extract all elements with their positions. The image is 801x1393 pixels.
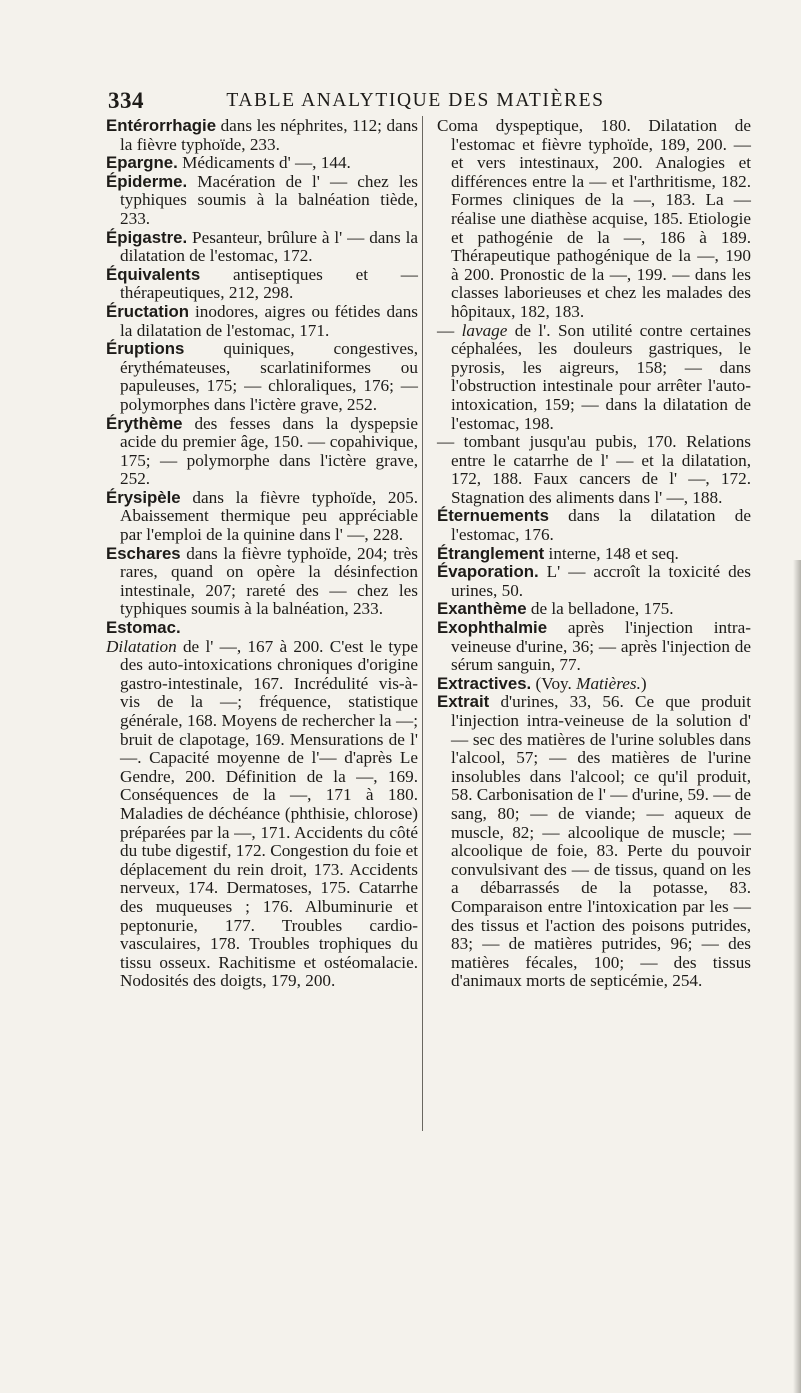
- entry-headword: Éructation: [106, 301, 189, 321]
- entry-text: Macération de l' — chez les typhiques soumis à la balnéation tiède, 233.: [120, 171, 418, 228]
- index-entry: [437, 507, 751, 544]
- index-entry: [106, 154, 418, 173]
- entry-subheading: Matières.: [576, 673, 641, 693]
- entry-headword: Érysipèle: [106, 487, 181, 507]
- index-entry: [106, 638, 418, 991]
- index-entry: [106, 117, 418, 154]
- entry-text: —: [437, 320, 462, 340]
- entry-text: quiniques, congestives, érythémateuses, scarlatiniformes ou papuleuses, 175; — chloraliques, 176; — polymorphes dans l'ictère grave, 252.: [120, 339, 418, 414]
- entry-text: de la belladone, 175.: [526, 599, 674, 619]
- entry-text: L' — accroît la toxicité des urines, 50.: [451, 562, 751, 600]
- entry-headword: Estomac.: [106, 618, 181, 638]
- entry-text: (Voy.: [531, 673, 577, 693]
- index-entry: [437, 619, 751, 675]
- index-entry: [106, 545, 418, 619]
- index-entry: [106, 415, 418, 489]
- entry-text: de l' —, 167 à 200. C'est le type des auto-intoxications chroniques d'origine gastro-intestinale, 167. Incrédulité vis-à-vis de la —; fréquence, statistique générale, 168. Moyens de rechercher la —; bruit de clapotage, 169. Mensurations de l' —. Capacité moyenne de l'— d'après Le Gendre, 200. Définition de la —, 169. Conséquences de la —, 171 à 180. Maladies de déchéance (phthisie, chlorose) préparées par la —, 171. Accidents du côté du tube digestif, 172. Congestion du foie et déplacement du rein droit, 173. Accidents nerveux, 174. Dermatoses, 175. Catarrhe des muqueuses ; 176. Albuminurie et peptonurie, 177. Troubles cardio-vasculaires, 178. Troubles trophiques du tissu osseux. Rachitisme et ostéomalacie. Nodosités des doigts, 179, 200.: [120, 636, 418, 991]
- entry-text: Coma dyspeptique, 180. Dilatation de l'estomac et fièvre typhoïde, 189, 200. — et vers intestinaux, 200. Analogies et différences entre la — et l'arthritisme, 182. Formes cliniques de la —, 183. La — réalise une diathèse acquise, 185. Etiologie et pathogénie de la —, 186 à 189. Thérapeutique pathogénique de la —, 190 à 200. Pronostic de la —, 199. — dans les classes laborieuses et chez les malades des hôpitaux, 182, 183.: [437, 116, 751, 321]
- entry-headword: Éruptions: [106, 339, 185, 359]
- index-entry: [106, 619, 418, 638]
- entry-text: des fesses dans la dyspepsie acide du premier âge, 150. — copahivique, 175; — polymorphe dans l'ictère grave, 252.: [120, 413, 418, 489]
- entry-text: dans les néphrites, 112; dans la fièvre typhoïde, 233.: [120, 116, 418, 154]
- page-edge-shadow: [793, 560, 801, 1393]
- entry-headword: Extractives.: [437, 673, 532, 693]
- index-entry: [106, 173, 418, 229]
- entry-headword: Érythème: [106, 413, 183, 433]
- entry-headword: Évaporation.: [437, 562, 539, 582]
- index-entry: [106, 340, 418, 414]
- entry-headword: Eschares: [106, 543, 181, 563]
- entry-text: Pesanteur, brûlure à l' — dans la dilatation de l'estomac, 172.: [120, 227, 418, 266]
- index-entry: [437, 117, 751, 322]
- page-number: 334: [108, 88, 144, 113]
- entry-headword: Extrait: [437, 692, 490, 712]
- entry-text: dans la dilatation de l'estomac, 176.: [451, 506, 751, 545]
- entry-subheading: lavage: [461, 320, 508, 340]
- entry-text: de l'. Son utilité contre certaines céphalées, les douleurs gastriques, le pyrosis, les aigreurs, 158; — dans l'obstruction intestinale pour arrêter l'auto-intoxication, 159; — dans la dilatation de l'estomac, 198.: [451, 320, 751, 433]
- entry-headword: Éternuements: [437, 506, 549, 526]
- entry-headword: Exanthème: [437, 599, 527, 619]
- entry-text: dans la fièvre typhoïde, 205. Abaissement thermique peu appréciable par l'emploi de la quinine dans l' —, 228.: [120, 487, 418, 545]
- entry-subheading: Dilatation: [106, 636, 177, 656]
- entry-headword: Équivalents: [106, 264, 201, 284]
- entry-text: après l'injection intra-veineuse d'urine, 36; — après l'injection de sérum sanguin, 77.: [451, 618, 751, 675]
- entry-text: ): [640, 673, 647, 693]
- index-entry: [106, 303, 418, 340]
- entry-headword: Épigastre.: [106, 227, 188, 247]
- left-column: [106, 117, 418, 991]
- entry-text: Médicaments d' —, 144.: [177, 153, 351, 173]
- index-entry: [106, 266, 418, 303]
- index-entry: [437, 433, 751, 507]
- index-entry: [437, 563, 751, 600]
- index-entry: [437, 322, 751, 434]
- index-entry: [437, 675, 751, 694]
- running-title: TABLE ANALYTIQUE DES MATIÈRES: [226, 90, 605, 111]
- entry-headword: Entérorrhagie: [106, 116, 217, 135]
- index-entry: [437, 600, 751, 619]
- entry-text: d'urines, 33, 56. Ce que produit l'injection intra-veineuse de la solution d' — sec des matières de l'urine solubles dans l'alcool, 57; — des matières de l'urine insolubles dans l'alcool; ce qu'il produit, 58. Carbonisation de l' — d'urine, 59. — de sang, 80; — de viande; — aqueux de muscle, 82; — alcoolique de muscle; — alcoolique de foie, 83. Perte du pouvoir convulsivant des — de tissus, quand on les a débarrassés de la potasse, 83. Comparaison entre l'intoxication par les — des tissus et l'action des poisons putrides, 83; — de matières putrides, 96; — des matières fécales, 100; — des tissus d'animaux morts de septicémie, 254.: [451, 692, 751, 991]
- entry-headword: Exophthalmie: [437, 618, 548, 638]
- column-divider: [422, 116, 423, 1131]
- entry-text: inodores, aigres ou fétides dans la dilatation de l'estomac, 171.: [120, 301, 418, 340]
- entry-text: — tombant jusqu'au pubis, 170. Relations entre le catarrhe de l' — et la dilatation, 172, 188. Faux cancers de l' —, 172. Stagnation des aliments dans l' —, 188.: [437, 432, 751, 507]
- index-entry: [437, 545, 751, 564]
- entry-headword: Étranglement: [437, 543, 545, 563]
- index-entry: [437, 693, 751, 991]
- right-column: [437, 117, 751, 991]
- index-entry: [106, 489, 418, 545]
- index-entry: [106, 229, 418, 266]
- entry-text: antiseptiques et — thérapeutiques, 212, 298.: [120, 264, 418, 303]
- entry-text: interne, 148 et seq.: [544, 543, 679, 563]
- entry-headword: Epargne.: [106, 153, 178, 173]
- entry-text: dans la fièvre typhoïde, 204; très rares, quand on opère la désinfection intestinale, 207; rareté des — chez les typhiques soumis à la balnéation, 233.: [120, 543, 418, 619]
- entry-headword: Épiderme.: [106, 171, 188, 191]
